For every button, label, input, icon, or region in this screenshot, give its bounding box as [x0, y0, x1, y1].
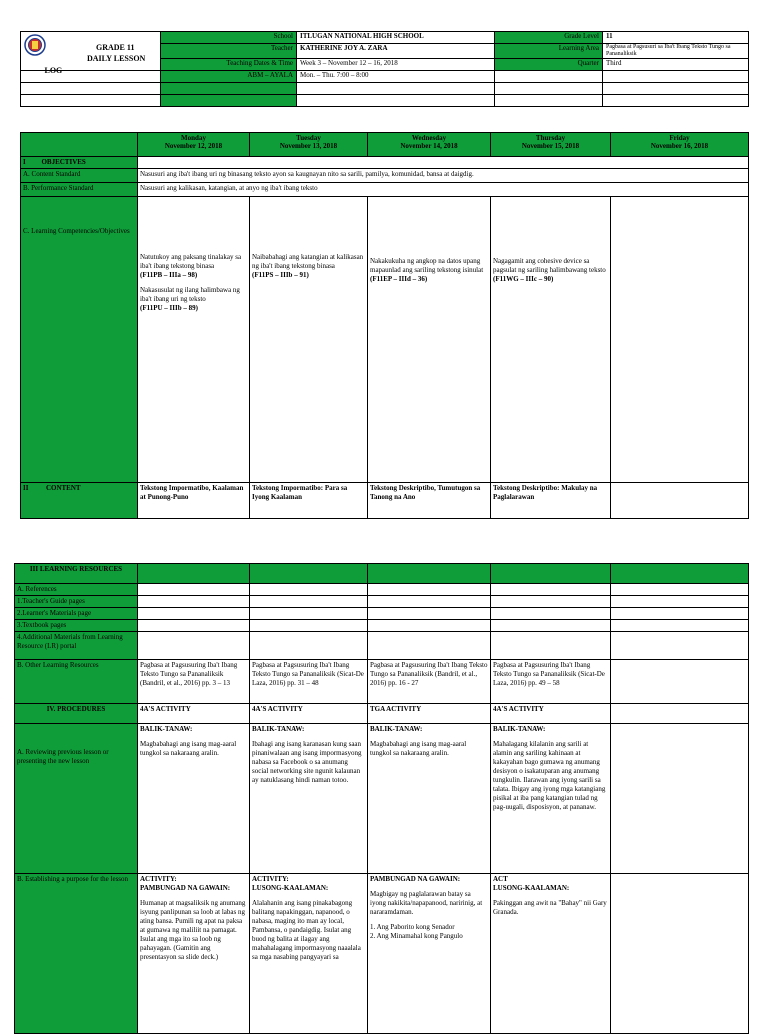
review-tuesday-heading: BALIK-TANAW:	[252, 725, 305, 733]
purpose-thursday-heading-2: LUSONG-KAALAMAN:	[493, 884, 570, 892]
day-friday: Friday	[669, 134, 690, 142]
day-wednesday: Wednesday	[411, 134, 447, 142]
day-thursday: Thursday	[535, 134, 566, 142]
purpose-wednesday-item-1: 1. Ang Paborito kong Senador	[370, 923, 455, 931]
objective-thursday: Nagagamit ang cohesive device sa pagsulat ng sariling halimbawang teksto	[493, 257, 606, 274]
purpose-wednesday-item-2: 2. Ang Minamahal kong Pangulo	[370, 932, 463, 940]
learners-materials-label: 2.Learner's Materials page	[15, 608, 138, 620]
date-tuesday: November 13, 2018	[279, 142, 338, 150]
performance-standard-text: Nasusuri ang kalikasan, katangian, at anyo ng iba't ibang teksto	[138, 183, 749, 197]
purpose-tuesday-heading-1: ACTIVITY:	[252, 875, 289, 883]
objective-monday-1-code: (F11PB – IIIa – 98)	[140, 271, 198, 279]
purpose-wednesday-heading: PAMBUNGAD NA GAWAIN:	[370, 875, 461, 883]
time-value: Mon. – Thu. 7:00 – 8:00	[297, 71, 495, 83]
references-label: A. References	[15, 584, 138, 596]
review-tuesday-text: Ibahagi ang isang karanasan kung saan pinaniwalaan ang isang impormasyong nabasa sa Facebook o sa anumang social networking site ngunit kalaunan ay natuklasang hindi naman totoo.	[252, 740, 362, 784]
performance-standard-label: B. Performance Standard	[21, 183, 138, 197]
content-wednesday: Tekstong Deskriptibo, Tumutugon sa Tanong na Ano	[368, 483, 491, 519]
school-value: ITLUGAN NATIONAL HIGH SCHOOL	[297, 32, 495, 44]
content-standard-label: A. Content Standard	[21, 169, 138, 183]
purpose-tuesday-heading-2: LUSONG-KAALAMAN:	[252, 884, 329, 892]
objective-thursday-code: (F11WG – IIIc – 90)	[493, 275, 554, 283]
objective-wednesday-code: (F11EP – IIId – 36)	[370, 275, 428, 283]
objectives-table	[20, 132, 749, 519]
review-thursday-text: Mahalagang kilalanin ang sarili at alamin ang sariling kahinaan at kakayahan bago gumawa ng anumang desisyon o isakatuparan ang anumang tungkulin. Ilarawan ang iyong sarili sa talata. Ibigay ang iyong mga katangiang pisikal at iba pang katangian tulad ng pag-uugali, disposisyon, at pananaw.	[493, 740, 606, 811]
teacher-label: Teacher	[161, 44, 297, 59]
review-wednesday-text: Magbabahagi ang isang mag-aaral tungkol sa nakaraang aralin.	[370, 740, 467, 757]
additional-materials-label: 4.Additional Materials from Learning Resource (LR) portal	[15, 632, 138, 660]
dates-value: Week 3 – November 12 – 16, 2018	[297, 59, 495, 71]
purpose-tuesday-text: Alalahanin ang isang pinakabagong balitang napakinggan, napanood, o nabasa, maging ito man ay local, Pambansa, o pandaigdig. Isulat ang buod ng balita at ilagay ang mahahalagang impormasyong naaalala sa mga nasabing pangyayari sa	[252, 899, 361, 961]
date-friday: November 16, 2018	[650, 142, 709, 150]
purpose-wednesday-text: Magbigay ng paglalarawan batay sa iyong nakikita/napapanood, naririnig, at nararamdaman.	[370, 890, 483, 916]
activity-thursday: 4A'S ACTIVITY	[491, 704, 611, 724]
date-wednesday: November 14, 2018	[400, 142, 458, 150]
resources-tuesday: Pagbasa at Pagsusuring Iba't Ibang Teksto Tungo sa Pananaliksik (Sicat-De Laza, 2016) pp. 31 – 48	[250, 660, 368, 704]
purpose-monday-heading-1: ACTIVITY:	[140, 875, 177, 883]
purpose-monday-text: Humanap at magsaliksik ng anumang isyung panlipunan sa loob at labas ng ating bansa. Pumili ng apat na paksa at gumawa ng maliliit na pamagat. Isulat ang mga ito sa loob ng pahayagan. (Gamitin ang presentasyon sa slide deck.)	[140, 899, 246, 961]
content-monday: Tekstong Impormatibo, Kaalaman at Punong-Puno	[138, 483, 250, 519]
learning-area-label: Learning Area	[495, 44, 603, 59]
purpose-thursday-heading-1: ACT	[493, 875, 508, 883]
teachers-guide-label: 1.Teacher's Guide pages	[15, 596, 138, 608]
objective-monday-1: Natutukoy ang paksang tinalakay sa iba't ibang tekstong binasa	[140, 253, 242, 270]
objectives-heading: I OBJECTIVES	[21, 157, 138, 169]
resources-procedures-table	[14, 563, 749, 1034]
activity-monday: 4A'S ACTIVITY	[138, 704, 250, 724]
resources-thursday: Pagbasa at Pagsusuring Iba't Ibang Teksto Tungo sa Pananaliksik (Sicat-De Laza, 2016) pp. 49 – 58	[491, 660, 611, 704]
teacher-value: KATHERINE JOY A. ZARA	[297, 44, 495, 59]
resources-monday: Pagbasa at Pagsusuring Iba't Ibang Teksto Tungo sa Pananaliksik (Bandril, et al., 2016) pp. 3 – 13	[138, 660, 250, 704]
section-label: ABM – AYALA	[161, 71, 297, 83]
objective-monday-2: Nakasusulat ng ilang halimbawa ng iba't ibang uri ng teksto	[140, 286, 240, 303]
establishing-purpose-label: B. Establishing a purpose for the lesson	[15, 874, 138, 1034]
other-resources-label: B. Other Learning Resources	[15, 660, 138, 704]
school-label: School	[161, 32, 297, 44]
quarter-value: Third	[603, 59, 749, 71]
review-monday-text: Magbabahagi ang isang mag-aaral tungkol sa nakaraang aralin.	[140, 740, 237, 757]
textbook-pages-label: 3.Textbook pages	[15, 620, 138, 632]
date-monday: November 12, 2018	[164, 142, 223, 150]
review-monday-heading: BALIK-TANAW:	[140, 725, 193, 733]
review-wednesday-heading: BALIK-TANAW:	[370, 725, 423, 733]
activity-wednesday: TGA ACTIVITY	[368, 704, 491, 724]
objective-tuesday: Naibabahagi ang katangian at kalikasan ng iba't ibang tekstong binasa	[252, 253, 364, 270]
content-thursday: Tekstong Deskriptibo: Makulay na Paglalarawan	[491, 483, 611, 519]
quarter-label: Quarter	[495, 59, 603, 71]
objective-wednesday: Nakakukuha ng angkop na datos upang mapaunlad ang sariling tekstong isinulat	[370, 257, 484, 274]
content-standard-text: Nasusuri ang iba't ibang uri ng binasang teksto ayon sa kaugnayan nito sa sarili, pamilya, komunidad, bansa at daigdig.	[138, 169, 749, 183]
day-tuesday: Tuesday	[296, 134, 321, 142]
competencies-label: C. Learning Competencies/Objectives	[21, 197, 138, 483]
activity-tuesday: 4A'S ACTIVITY	[250, 704, 368, 724]
resources-wednesday: Pagbasa at Pagsusuring Iba't Ibang Teksto Tungo sa Pananaliksik (Bandril, et al., 2016) pp. 16 - 27	[368, 660, 491, 704]
purpose-monday-heading-2: PAMBUNGAD NA GAWAIN:	[140, 884, 231, 892]
procedures-heading: IV. PROCEDURES	[15, 704, 138, 724]
content-tuesday: Tekstong Impormatibo: Para sa Iyong Kaalaman	[250, 483, 368, 519]
day-monday: Monday	[181, 134, 206, 142]
learning-area-value: Pagbasa at Pagsusuri sa Iba't Ibang Teksto Tungo sa Pananaliksik	[603, 44, 749, 59]
resources-heading: III LEARNING RESOURCES	[15, 564, 138, 584]
date-thursday: November 15, 2018	[521, 142, 580, 150]
content-heading: II CONTENT	[21, 483, 138, 519]
grade-title: GRADE 11	[96, 43, 135, 52]
daily-lesson-title: DAILY LESSON	[87, 54, 146, 63]
header-table	[20, 31, 749, 107]
objective-tuesday-code: (F11PS – IIIb – 91)	[252, 271, 309, 279]
objective-monday-2-code: (F11PU – IIIb – 89)	[140, 304, 198, 312]
grade-level-value: 11	[603, 32, 749, 44]
log-title: LOG	[44, 65, 63, 75]
purpose-thursday-text: Pakinggan ang awit na "Bahay" nii Gary Granada.	[493, 899, 607, 916]
dates-label: Teaching Dates & Time	[161, 59, 297, 71]
grade-level-label: Grade Level	[495, 32, 603, 44]
reviewing-label: A. Reviewing previous lesson or presenting the new lesson	[15, 724, 138, 874]
review-thursday-heading: BALIK-TANAW:	[493, 725, 546, 733]
